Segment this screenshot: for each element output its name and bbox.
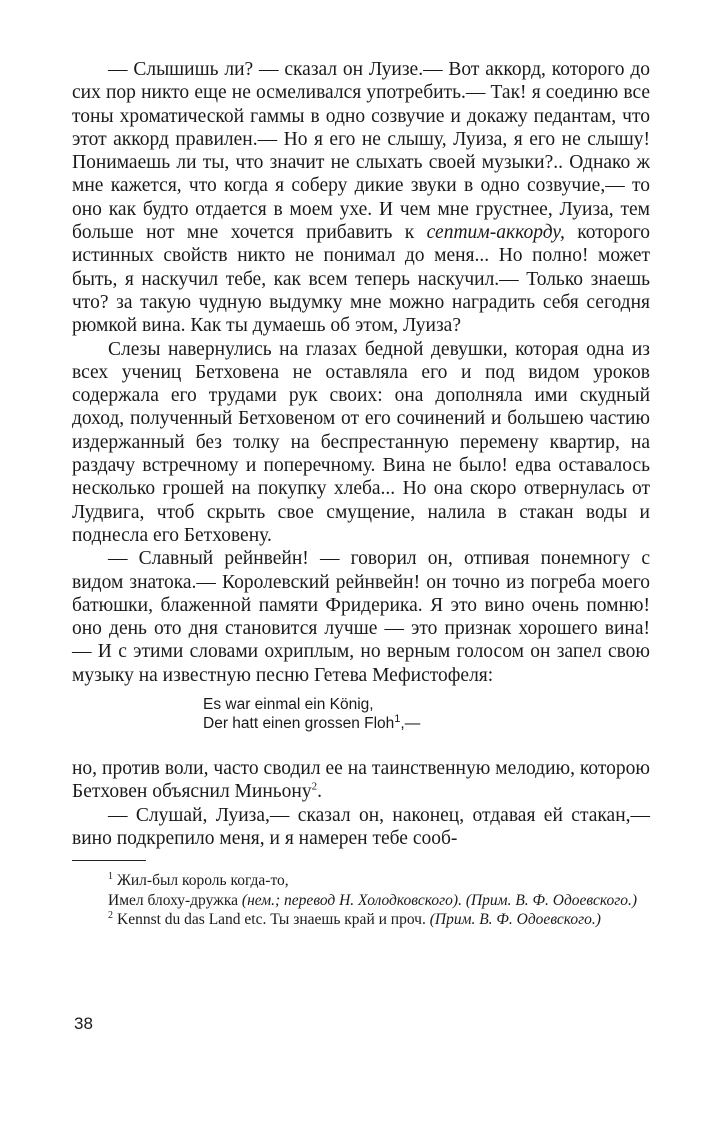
paragraph-beethoven-speech [72,58,650,338]
footnote-mark-2: 2 [108,910,113,922]
footnote-ref-1[interactable]: 1 [394,712,401,725]
paragraph-text: — Слушай, Луиза,— сказал он, наконец, отдавая ей стакан,— вино подкрепило меня, и я намерен тебе сооб- [72,804,650,849]
footnote-divider [72,860,146,861]
paragraph-text: Слезы навернулись на глазах бедной девушки, которая одна из всех учениц Бетховена не оставляла его и под видом уроков содержала его трудами рук своих: она дополняла ими скудный доход, полученный Бетховеном от его сочинений и большею частию издержанный без толку на беспрестанную перемену квартир, на раздачу встречному и поперечному. Вина не было! едва оставалось несколько грошей на покупку хлеба... Но она скоро отвернулась от Лудвига, чтоб скрыть свое смущение, налила в стакан воды и поднесла его Бетховену. [72,338,650,546]
paragraph-melody [72,757,650,804]
italic-term: септим-аккорду, [426,222,565,244]
paragraph-text: но, против воли, часто сводил ее на таинственную мелодию, которою Бетховен объяснил Миньону [72,758,650,803]
footnote-1 [72,871,650,910]
paragraph-text: — Слышишь ли? — сказал он Луизе.— Вот аккорд, которого до сих пор никто еще не осмеливался употребить.— Так! я соединю все тоны хроматической гаммы в одно созвучие и докажу педантам, что этот аккорд правилен.— Но я его не слышу, Луиза, я его не слышу! Понимаешь ли ты, что значит не слыхать своей музыки?.. Однако ж мне кажется, что когда я соберу дикие звуки в одно созвучие,— то оно как будто отдается в моем ухе. И чем мне грустнее, Луиза, тем больше нот мне хочется прибавить к [72,59,650,244]
paragraph-text: . [317,781,322,803]
paragraph-listen-louisa [72,804,650,851]
paragraph-rhine-wine [72,547,650,687]
footnote-continuation [72,891,650,911]
footnote-note: (Прим. В. Ф. Одоевского.) [429,911,601,929]
footnote-text: Жил-был король когда-то, [117,872,289,890]
footnote-note: (нем.; перевод Н. Холодковского). (Прим. В. Ф. Одоевского.) [241,891,638,909]
footnote-text: Имел блоху-дружка [108,891,242,909]
footnote-mark-1: 1 [108,871,113,883]
verse-line-text: Der hatt einen grossen Floh [203,715,395,733]
paragraph-louisa-tears [72,338,650,548]
page-number: 38 [74,1014,93,1033]
footnote-text: Kennst du das Land etc. Ты знаешь край и проч. [117,911,430,929]
verse-line-2 [203,714,650,733]
verse-line-1: Es war einmal ein König, [203,696,374,714]
footnote-ref-2[interactable]: 2 [311,780,318,793]
paragraph-text: — Славный рейнвейн! — говорил он, отпивая понемногу с видом знатока.— Королевский рейнвейн! он точно из погреба моего батюшки, блаженной памяти Фридерика. Я это вино очень помню! оно день ото дня становится лучше — это признак хорошего вина! — И с этими словами охриплым, но верным голосом он запел свою музыку на известную песню Гетева Мефистофеля: [72,548,650,686]
footnote-2 [72,910,650,930]
page-body [72,58,650,930]
song-verse [203,695,650,733]
paragraph-text: которого истинных свойств никто не понимал до меня... Но полно! может быть, я наскучил тебе, как всем теперь наскучил.— Только знаешь что? за такую чудную выдумку мне можно наградить себя сегодня рюмкой вина. Как ты думаешь об этом, Луиза? [72,222,650,337]
verse-line-end: ,— [400,715,421,733]
